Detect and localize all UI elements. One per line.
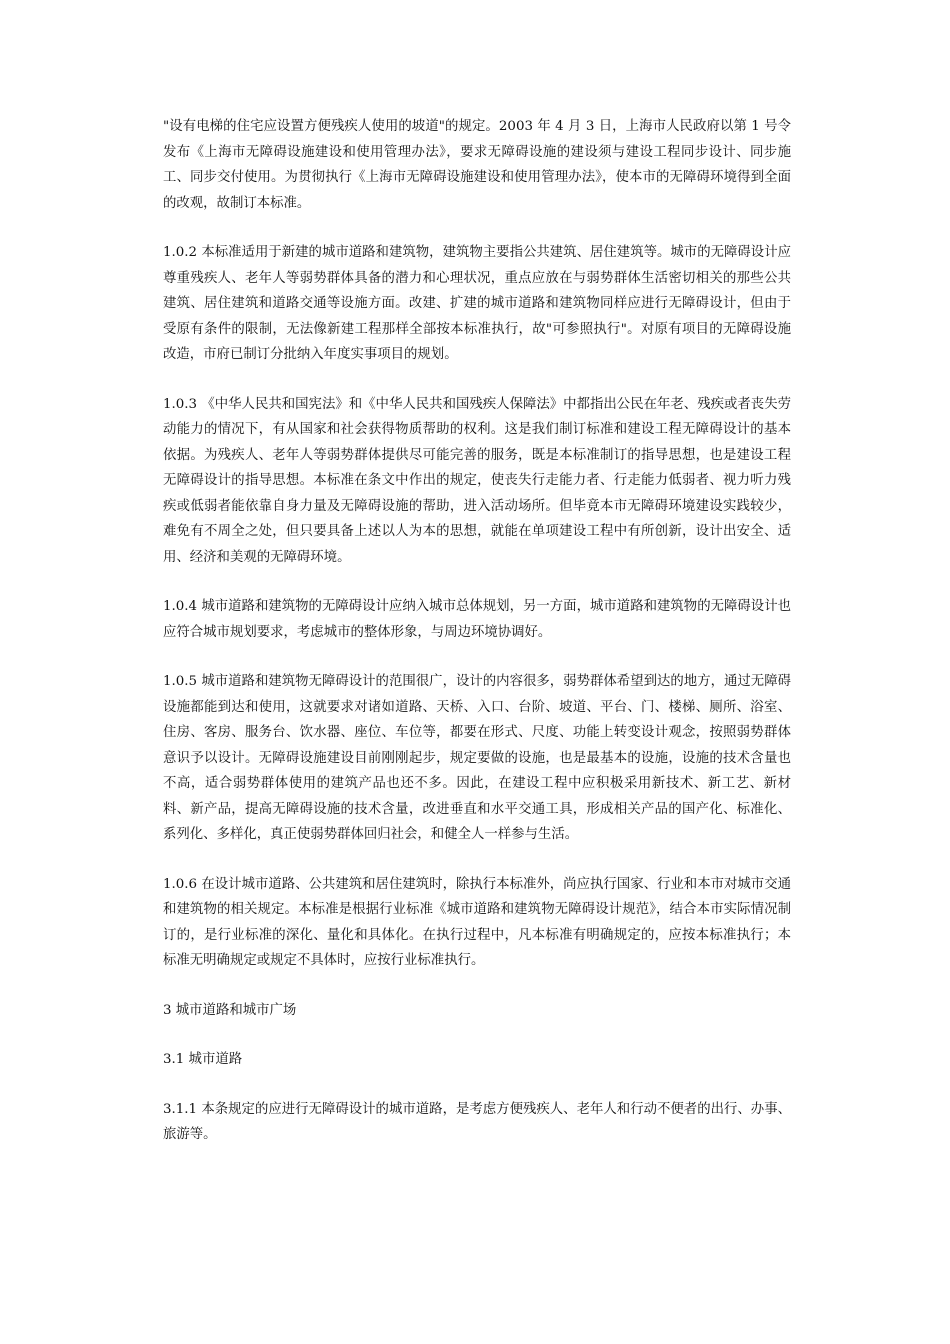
section-heading-3-1: 3.1 城市道路 xyxy=(163,1052,243,1067)
paragraph-1-0-2: 1.0.2 本标准适用于新建的城市道路和建筑物，建筑物主要指公共建筑、居住建筑等。城市的无障碍设计应尊重残疾人、老年人等弱势群体具备的潜力和心理状况，重点应放在与弱势群体生活密切相关的那些公共建筑、居住建筑和道路交通等设施方面。改建、扩建的城市道路和建筑物同样应进行无障碍设计，但由于受原有条件的限制，无法像新建工程那样全部按本标准执行，故"可参照执行"。对原有项目的无障碍设施改造，市府已制订分批纳入年度实事项目的规划。 xyxy=(163,245,791,362)
document-page xyxy=(163,114,791,1148)
paragraph-1-0-5: 1.0.5 城市道路和建筑物无障碍设计的范围很广，设计的内容很多，弱势群体希望到达的地方，通过无障碍设施都能到达和使用，这就要求对诸如道路、天桥、入口、台阶、坡道、平台、门、楼梯、厕所、浴室、住房、客房、服务台、饮水器、座位、车位等，都要在形式、尺度、功能上转变设计观念，按照弱势群体意识予以设计。无障碍设施建设目前刚刚起步，规定要做的设施，也是最基本的设施，设施的技术含量也不高，适合弱势群体使用的建筑产品也还不多。因此，在建设工程中应积极采用新技术、新工艺、新材料、新产品，提高无障碍设施的技术含量，改进垂直和水平交通工具，形成相关产品的国产化、标准化、系列化、多样化，真正使弱势群体回归社会，和健全人一样参与生活。 xyxy=(163,674,791,842)
paragraph-1-0-6: 1.0.6 在设计城市道路、公共建筑和居住建筑时，除执行本标准外，尚应执行国家、行业和本市对城市交通和建筑物的相关规定。本标准是根据行业标准《城市道路和建筑物无障碍设计规范》，结合本市实际情况制订的，是行业标准的深化、量化和具体化。在执行过程中，凡本标准有明确规定的，应按本标准执行；本标准无明确规定或规定不具体时，应按行业标准执行。 xyxy=(163,876,791,968)
paragraph-intro-continuation: "设有电梯的住宅应设置方便残疾人使用的坡道"的规定。2003 年 4 月 3 日，上海市人民政府以第 1 号令发布《上海市无障碍设施建设和使用管理办法》，要求无障碍设施的建设须与建设工程同步设计、同步施工、同步交付使用。为贯彻执行《上海市无障碍设施建设和使用管理办法》，使本市的无障碍环境得到全面的改观，故制订本标准。 xyxy=(163,119,791,211)
paragraph-1-0-4: 1.0.4 城市道路和建筑物的无障碍设计应纳入城市总体规划，另一方面，城市道路和建筑物的无障碍设计也应符合城市规划要求，考虑城市的整体形象，与周边环境协调好。 xyxy=(163,599,791,640)
paragraph-3-1-1: 3.1.1 本条规定的应进行无障碍设计的城市道路，是考虑方便残疾人、老年人和行动不便者的出行、办事、旅游等。 xyxy=(163,1101,791,1142)
chapter-heading-3: 3 城市道路和城市广场 xyxy=(163,1002,297,1018)
paragraph-1-0-3: 1.0.3 《中华人民共和国宪法》和《中华人民共和国残疾人保障法》中都指出公民在年老、残疾或者丧失劳动能力的情况下，有从国家和社会获得物质帮助的权利。这是我们制订标准和建设工程无障碍设计的基本依据。为残疾人、老年人等弱势群体提供尽可能完善的服务，既是本标准制订的指导思想，也是建设工程无障碍设计的指导思想。本标准在条文中作出的规定，使丧失行走能力者、行走能力低弱者、视力听力残疾或低弱者能依靠自身力量及无障碍设施的帮助，进入活动场所。但毕竟本市无障碍环境建设实践较少，难免有不周全之处，但只要具备上述以人为本的思想，就能在单项建设工程中有所创新，设计出安全、适用、经济和美观的无障碍环境。 xyxy=(163,396,791,565)
